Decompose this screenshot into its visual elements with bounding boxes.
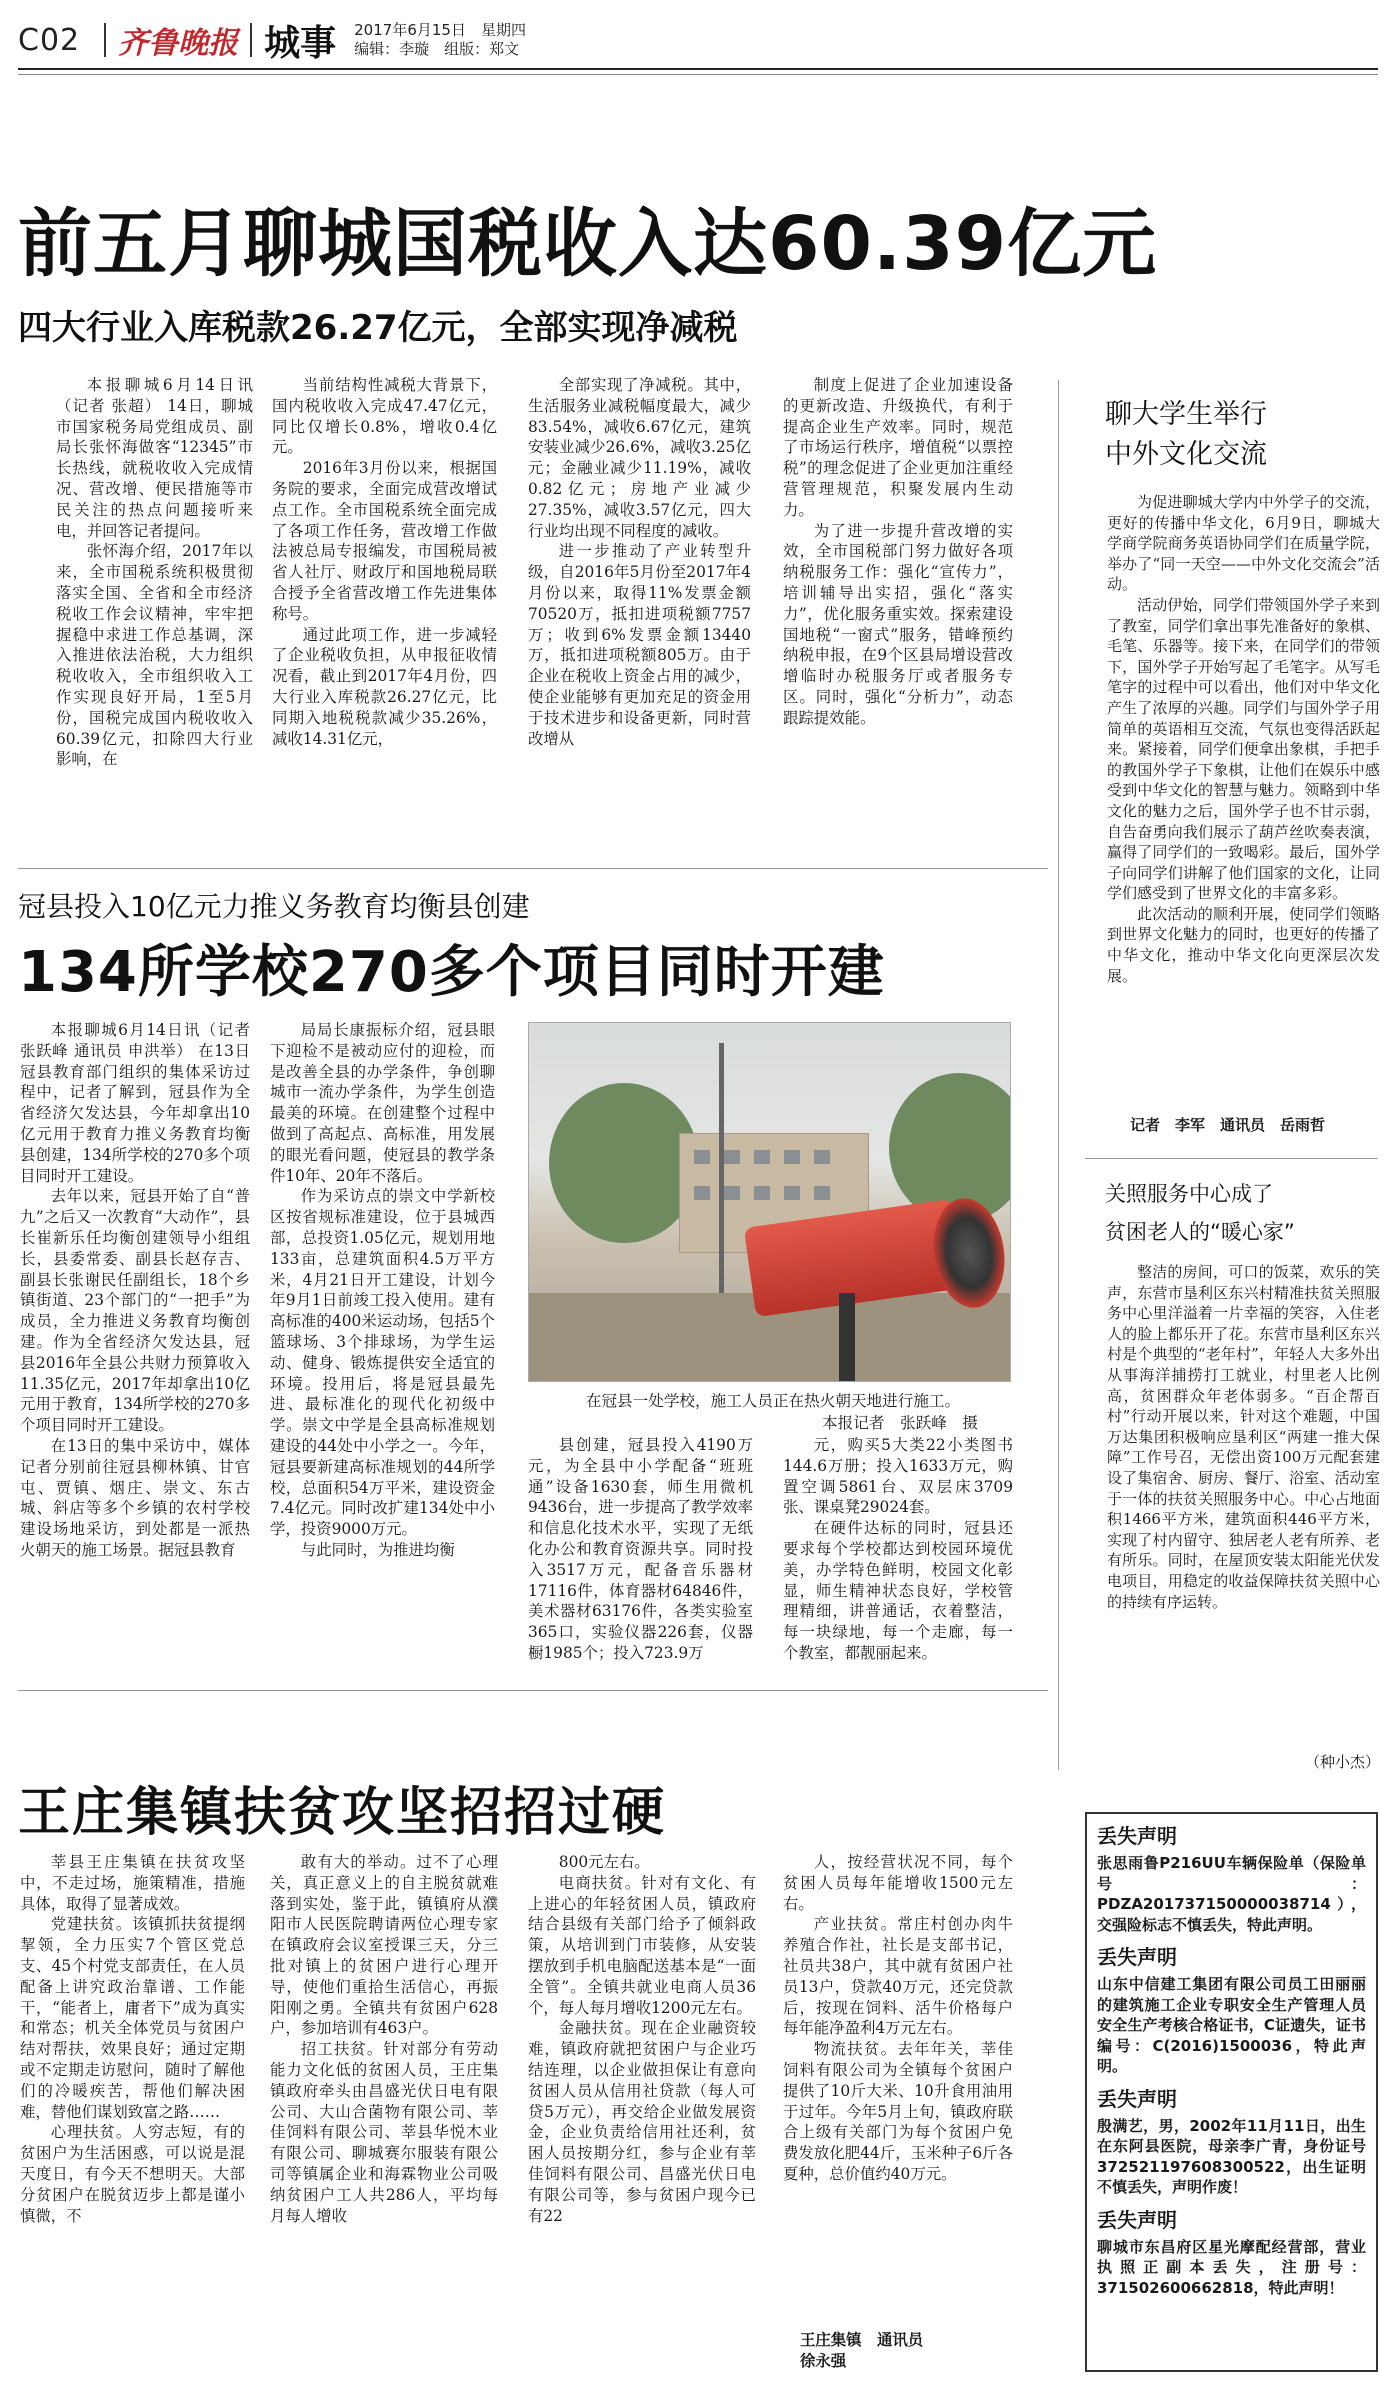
paragraph: 心理扶贫。人穷志短，有的贫困户为生活困惑，可以说是混天度日，有今天不想明天。大部分贫困户在脱贫迈步上都是谨小慎微，不: [20, 2123, 245, 2225]
photo-credit: 本报记者 张跃峰 摄: [822, 1414, 978, 1432]
story2-column-3: [528, 1435, 753, 1672]
story1-subhead: 四大行业入库税款26.27亿元，全部实现净减税: [18, 308, 738, 348]
paragraph: 本报聊城6月14日讯（记者 张跃峰 通讯员 申洪举） 在13日冠县教育部门组织的集体采访过程中，记者了解到，冠县作为全省经济欠发达县，今年却拿出10亿元用于教育力推义务教育均衡县创建，134所学校的270多个项目同时开工建设。: [20, 1021, 250, 1185]
notice-text: 殷满艺，男，2002年11月11日，出生在东阿县医院，母亲李广青，身份证号372521197608300522，出生证明不慎丢失，声明作废！: [1097, 2116, 1366, 2196]
pole: [719, 1043, 724, 1303]
photo-caption: [528, 1390, 1018, 1434]
story1-column-1: [56, 375, 253, 850]
notice-text: 聊城市东昌府区星光摩配经营部，营业执照正副本丢失，注册号：371502600662818，特此声明！: [1097, 2237, 1366, 2297]
story2-kicker: 冠县投入10亿元力推义务教育均衡县创建: [18, 890, 530, 923]
issue-meta: [354, 21, 526, 59]
story3-headline: 王庄集镇扶贫攻坚招招过硬: [18, 1783, 667, 1843]
divider: [250, 23, 252, 57]
paragraph: 作为采访点的崇文中学新校区按省规标准建设，位于县城西部，总投资1.05亿元，规划用地133亩，总建筑面积4.5万平方米，4月21日开工建设，计划今年9月1日前竣工投入使用。建有高标准的400米运动场，包括5个篮球场、3个排球场，为学生运动、健身、锻炼提供安全适宜的环境。投用后，将是冠县最先进、最标准化的现代化初级中学。崇文中学是全县高标准规划建设的44处中小学之一。今年，冠县要新建高标准规划的44所学校，总面积54万平米，建设资金7.4亿元。同时改扩建134处中小学，投资9000万元。: [270, 1187, 495, 1539]
lost-notice: [1097, 1941, 1366, 2077]
paragraph: 县创建，冠县投入4190万元，为全县中小学配备“班班通”设备1630套，师生用微机9436台，进一步提高了教学效率和信息化技术水平，实现了无纸化办公和教育资源共享。同时投入3517万元，配备音乐器材17116件，体育器材64846件，美术器材63176件，各类实验室365口，实验仪器226套，仪器橱1985个；投入723.9万: [528, 1436, 753, 1662]
paragraph: 人，按经营状况不同，每个贫困人员每年能增收1500元左右。: [783, 1853, 1013, 1913]
paragraph: 金融扶贫。现在企业融资较难，镇政府就把贫困户与企业巧结连理，以企业做担保让有意向贫困人员从信用社贷款（每人可贷5万元），再交给企业做发展资金，企业负责给信用社还利，贫困人员按期分红，参与企业有莘佳饲料有限公司、昌盛光伏日电有限公司等，参与贫困户现今已有22: [528, 2019, 756, 2225]
lost-notice: [1097, 2204, 1366, 2299]
notice-title: 丢失声明: [1097, 1824, 1177, 1848]
paragraph: 产业扶贫。常庄村创办肉牛养殖合作社，社长是支部书记，社员共38户，其中就有贫困户社员13户，贷款40万元，还完贷款后，按现在饲料、活牛价格每户每年能净盈利4万元左右。: [783, 1915, 1013, 2038]
tree: [549, 1083, 699, 1243]
masthead-rule: [18, 74, 1378, 75]
story2-column-4: [783, 1435, 1013, 1672]
sidebar2-title: [1105, 1175, 1295, 1251]
story3-column-2: [270, 1852, 498, 2372]
paragraph: 活动伊始，同学们带领国外学子来到了教室，同学们拿出事先准备好的象棋、毛笔、乐器等。接下来，在同学们的带领下，国外学子开始写起了毛笔字。从写毛笔字的过程中可以看出，他们对中华文化产生了浓厚的兴趣。同学们与国外学子用简单的英语相互交流，气氛也变得活跃起来。紧接着，同学们便拿出象棋，手把手的教国外学子下象棋，让他们在娱乐中感受到中华文化的智慧与魅力。领略到中华文化的魅力之后，国外学子也不甘示弱，自告奋勇向我们展示了葫芦丝吹奏表演，赢得了同学们的一致喝彩。最后，国外学子向同学们讲解了他们国家的文化，让同学们感受到了世界文化的丰富多彩。: [1107, 595, 1380, 903]
issue-date: 2017年6月15日 星期四: [354, 21, 526, 39]
story3-column-4: [783, 1852, 1013, 2332]
notice-title: 丢失声明: [1097, 2086, 1177, 2111]
tree: [889, 1073, 1011, 1223]
issue-editors: 编辑：李璇 组版：郑文: [354, 40, 520, 58]
paragraph: 电商扶贫。针对有文化、有上进心的年轻贫困人员，镇政府结合县级有关部门给予了倾斜政策，从培训到门市装修，从安装摆放到手机电脑配送基本是“一面全管”。全镇共就业电商人员36个，每人每月增收1200元左右。: [528, 1873, 756, 2017]
newspaper-logo: 齐鲁晚报: [118, 26, 239, 61]
paragraph: 元，购买5大类22小类图书144.6万册；投入1633万元，购置空调5861台、双层床3709张、课桌凳29024套。: [783, 1436, 1013, 1517]
notice-text: 山东中信建工集团有限公司员工田丽丽的建筑施工企业专职安全生产管理人员安全生产考核合格证书，C证遗失，证书编号：C(2016)1500036，特此声明。: [1097, 1975, 1366, 2075]
story2-column-2: [270, 1020, 495, 1672]
paragraph: 与此同时，为推进均衡: [300, 1540, 455, 1559]
paragraph: 张怀海介绍，2017年以来，全市国税系统积极贯彻落实全国、全省和全市经济税收工作会议精神，牢牢把握稳中求进工作总基调，深入推进依法治税，大力组织税收收入，全市组织收入工作实现良好开局，1至5月份，国税完成国内税收收入60.39亿元，扣除四大行业影响，在: [56, 542, 253, 769]
paragraph: 招工扶贫。针对部分有劳动能力文化低的贫困人员，王庄集镇政府牵头由昌盛光伏日电有限公司、大山合菌物有限公司、莘佳饲料有限公司、莘县华悦木业有限公司、聊城赛尔服装有限公司等镇属企业和海霖物业公司吸纳贫困户工人共286人，平均每月每人增收: [270, 2040, 498, 2225]
sidebar2-body: [1107, 1262, 1380, 1752]
section-name: 城事: [264, 22, 337, 64]
lost-notice: [1097, 1820, 1366, 1935]
paragraph: 此次活动的顺利开展，使同学们领略到世界文化魅力的同时，也更好的传播了中华文化，推动中华文化向更深层次发展。: [1107, 904, 1380, 985]
story1-column-4: [783, 375, 1013, 850]
paragraph: 制度上促进了企业加速设备的更新改造、升级换代，有利于提高企业生产效率。同时，规范了市场运行秩序，增值税“以票控税”的理念促进了企业更加注重经营管理规范，积聚发展内生动力。: [783, 376, 1013, 519]
sidebar1-body: [1107, 492, 1380, 1112]
lost-notices-box: [1085, 1812, 1378, 2372]
cannon-stand: [839, 1293, 855, 1382]
sidebar2-byline: （种小杰）: [1304, 1753, 1380, 1771]
sidebar1-title-line1: 聊大学生举行: [1105, 399, 1267, 430]
paragraph: 物流扶贫。去年年关，莘佳饲料有限公司为全镇每个贫困户提供了10斤大米、10升食用油用于过年。今年5月上旬，镇政府联合上级有关部门为每个贫困户免费发放化肥44斤，玉米种子6斤各夏种，总价值约40万元。: [783, 2040, 1013, 2183]
story1-headline: 前五月聊城国税收入达60.39亿元: [18, 201, 1158, 287]
notice-title: 丢失声明: [1097, 2207, 1177, 2232]
sidebar1-byline: 记者 李军 通讯员 岳雨哲: [1130, 1116, 1326, 1134]
sidebar2-title-line1: 关照服务中心成了: [1105, 1182, 1273, 1206]
story1-column-3: [528, 375, 751, 850]
story3-byline: 王庄集镇 通讯员 徐永强: [800, 2331, 924, 2370]
sidebar1-title: [1105, 395, 1267, 475]
section-divider: [18, 1690, 1048, 1691]
lost-notice: [1097, 2083, 1366, 2198]
paragraph: 局局长康振标介绍，冠县眼下迎检不是被动应付的迎检，而是改善全县的办学条件，争创聊城市一流办学条件，为学生创造最美的环境。在创建整个过程中做到了高起点、高标准，用发展的眼光看问题，使冠县的教学条件10年、20年不落后。: [270, 1021, 495, 1185]
story2-headline: 134所学校270多个项目同时开建: [18, 940, 885, 1005]
paragraph: 2016年3月份以来，根据国务院的要求，全面完成营改增试点工作。全市国税系统全面完成了各项工作任务，营改增工作做法被总局专报编发，市国税局被省人社厅、财政厅和国地税局联合授予全省营改增工作先进集体称号。: [272, 459, 497, 623]
notice-text: 张思雨鲁P216UU车辆保险单（保险单号：PDZA201737150000038714），交强险标志不慎丢失，特此声明。: [1097, 1854, 1366, 1934]
paragraph: 去年以来，冠县开始了自“普九”之后又一次教育“大动作”，县长崔新乐任均衡创建领导小组组长，县委常委、副县长赵存吉、副县长张谢民任副组长，18个乡镇街道、23个部门的“一把手”为成员，全力推进义务教育均衡创建。作为全省经济欠发达县，冠县2016年全县公共财力预算收入11.35亿元，2017年却拿出10亿元用于教育，134所学校的270多个项目同时开工建设。: [20, 1187, 250, 1435]
page-number: C02: [18, 22, 81, 58]
divider: [104, 23, 106, 57]
sidebar2-title-line2: 贫困老人的“暖心家”: [1105, 1220, 1295, 1244]
paragraph: 党建扶贫。该镇抓扶贫提纲挈领，全力压实7个管区党总支、45个村党支部责任，在人员配备上讲究政治靠谱、工作能干，“能者上，庸者下”成为真实和常态；机关全体党员与贫困户结对帮扶，效果良好；通过定期或不定期走访慰问，随时了解他们的冷暖疾苦，帮他们解决困难，替他们谋划致富之路……: [20, 1915, 245, 2121]
paragraph: 为促进聊城大学内中外学子的交流，更好的传播中华文化，6月9日，聊城大学商学院商务英语协同学们在质量学院，举办了“同一天空——中外文化交流会”活动。: [1107, 493, 1380, 594]
sidebar1-title-line2: 中外文化交流: [1105, 439, 1267, 470]
paragraph: 800元左右。: [558, 1853, 650, 1871]
paragraph: 莘县王庄集镇在扶贫攻坚中，不走过场，施策精准，措施具体，取得了显著成效。: [20, 1853, 245, 1913]
paragraph: 整洁的房间，可口的饭菜，欢乐的笑声，东营市垦利区东兴村精准扶贫关照服务中心里洋溢着一片幸福的笑容，入住老人的脸上都乐开了花。东营市垦利区东兴村是个典型的“老年村”，年轻人大多外出从事海洋捕捞打工就业，村里老人比例高，贫困群众年老体弱多。“百企帮百村”行动开展以来，针对这个难题，中国万达集团积极响应垦利区“两建一推大保障”工作号召，无偿出资100万元配套建设了集宿舍、厨房、餐厅、浴室、活动室于一体的扶贫关照服务中心。中心占地面积1466平方米，建筑面积446平方米，实现了村内留守、独居老人老有所养、老有所乐。同时，在屋顶安装太阳能光伏发电项目，用稳定的收益保障扶贫关照中心的持续有序运转。: [1107, 1263, 1380, 1611]
story1-column-2: [272, 375, 497, 850]
section-divider: [18, 868, 1048, 869]
story2-column-1: [20, 1020, 250, 1672]
paragraph: 当前结构性减税大背景下，国内税收收入完成47.47亿元，同比仅增长0.8%，增收0.4亿元。: [272, 376, 497, 457]
paragraph: 敢有大的举动。过不了心理关，真正意义上的自主脱贫就难落到实处，鉴于此，镇镇府从濮阳市人民医院聘请两位心理专家在镇政府会议室授课三天，分三批对镇上的贫困户进行心理开导，使他们重拾生活信心，再振阳刚之勇。全镇共有贫困户628户，参加培训有463户。: [270, 1853, 498, 2038]
sidebar-divider: [1058, 380, 1059, 1770]
paragraph: 在13日的集中采访中，媒体记者分别前往冠县柳林镇、甘官屯、贾镇、烟庄、崇文、东古城、斜店等多个乡镇的农村学校建设场地采访，到处都是一派热火朝天的施工场景。据冠县教育: [20, 1436, 250, 1559]
construction-photo: [528, 1022, 1011, 1382]
photo-caption-text: 在冠县一处学校，施工人员正在热火朝天地进行施工。: [585, 1392, 961, 1410]
masthead: [18, 12, 1378, 70]
story3-column-3: [528, 1852, 756, 2372]
paragraph: 为了进一步提升营改增的实效，全市国税部门努力做好各项纳税服务工作：强化“宣传力”，培训辅导出实招，强化“落实力”，优化服务重实效。探索建设国地税“一窗式”服务，错峰预约纳税申报，在9个区县局增设营改增临时办税服务厅或者服务专区。同时，强化“分析力”，动态跟踪提效能。: [783, 521, 1013, 727]
notice-title: 丢失声明: [1097, 1945, 1177, 1969]
sidebar-rule: [1085, 1158, 1378, 1159]
paragraph: 通过此项工作，进一步减轻了企业税收负担，从申报征收情况看，截止到2017年4月份，四大行业入库税款26.27亿元，比同期入地税税款减少35.26%，减收14.31亿元，: [272, 625, 497, 748]
paragraph: 在硬件达标的同时，冠县还要求每个学校都达到校园环境优美，办学特色鲜明，校园文化彰显，师生精神状态良好，学校管理精细，讲普通话，衣着整洁，每一块绿地，每一个走廊，每一个教室，都靓丽起来。: [783, 1519, 1013, 1662]
story3-column-1: [20, 1852, 245, 2372]
paragraph: 全部实现了净减税。其中，生活服务业减税幅度最大，减少83.54%，减收6.67亿元，建筑安装业减少26.6%，减收3.25亿元；金融业减少11.19%，减收0.82亿元；房地产业减少27.35%，减收3.57亿元，四大行业均出现不同程度的减收。: [528, 376, 751, 540]
paragraph: 本报聊城6月14日讯（记者 张超） 14日，聊城市国家税务局党组成员、副局长张怀海做客“12345”市长热线，就税收收入完成情况、营改增、便民措施等市民关注的热点问题接听来电，并回答记者提问。: [56, 376, 253, 540]
paragraph: 进一步推动了产业转型升级，自2016年5月份至2017年4月份以来，取得11%发票金额70520万，抵扣进项税额7757万；收到6%发票金额13440万，抵扣进项税额805万。由于企业在税收上资金占用的减少，使企业能够有更加充足的资金用于技术进步和设备更新，同时营改增从: [528, 542, 751, 748]
